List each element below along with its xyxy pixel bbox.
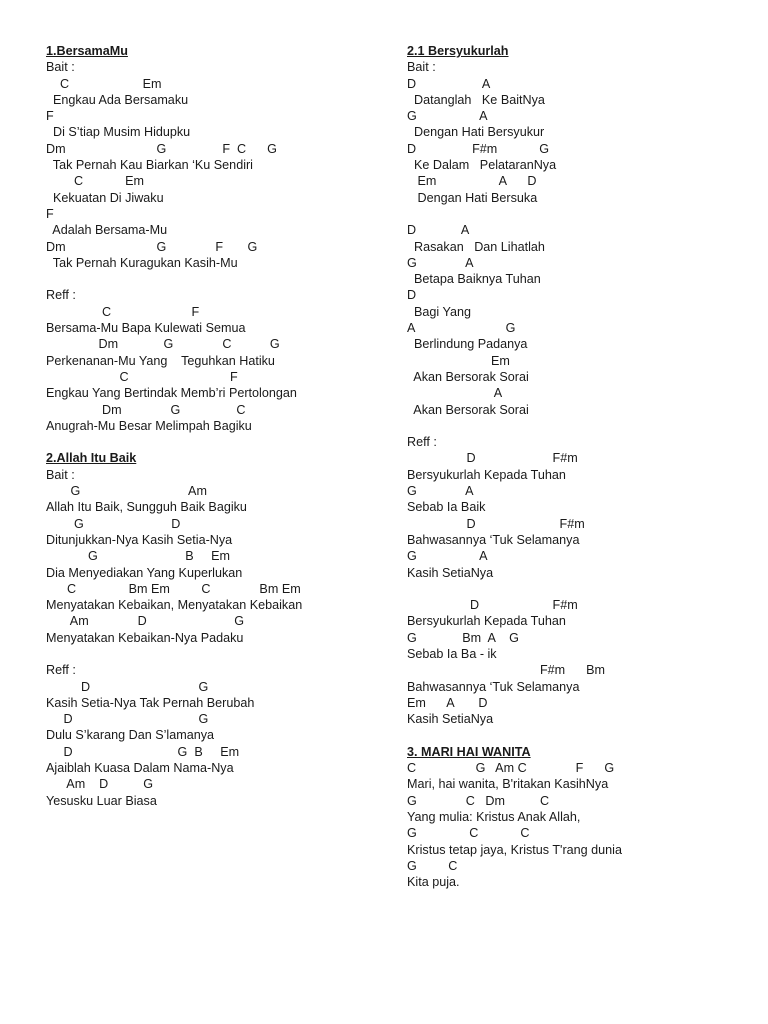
lyric-line: Dengan Hati Bersyukur: [407, 125, 545, 140]
lyric-line: Yang mulia: Kristus Anak Allah,: [407, 809, 581, 824]
chord-line: Am D G: [46, 614, 245, 629]
lyric-line: Tak Pernah Kuragukan Kasih-Mu: [46, 255, 238, 270]
lyric-line: Dengan Hati Bersuka: [407, 190, 538, 205]
chord-line: Em A D: [407, 695, 488, 710]
lyric-line: Ke Dalam PelataranNya: [407, 158, 557, 173]
lyric-line: Kristus tetap jaya, Kristus T'rang dunia: [407, 842, 622, 857]
lyric-line: Engkau Yang Bertindak Memb’ri Pertolongan: [46, 386, 297, 401]
lyric-line: Tak Pernah Kau Biarkan ‘Ku Sendiri: [46, 158, 253, 173]
lyric-line: Di S’tiap Musim Hidupku: [46, 125, 191, 140]
blank-line: [407, 727, 737, 743]
song-title: 1.BersamaMu: [46, 44, 128, 58]
chord-line: C G Am C F G: [407, 761, 615, 776]
song-title: 2.1 Bersyukurlah: [407, 44, 509, 58]
lyric-line: Ajaiblah Kuasa Dalam Nama-Nya: [46, 761, 234, 776]
left-column: [46, 43, 376, 809]
lyric-line: Bersyukurlah Kepada Tuhan: [407, 467, 566, 482]
lyric-line: Kasih Setia-Nya Tak Pernah Berubah: [46, 695, 255, 710]
chord-line: D A: [407, 223, 470, 238]
blank-line: [407, 206, 737, 222]
lyric-line: Menyatakan Kebaikan-Nya Padaku: [46, 630, 244, 645]
lyric-line: Bahwasannya ‘Tuk Selamanya: [407, 679, 580, 694]
lyric-line: Bahwasannya ‘Tuk Selamanya: [407, 532, 580, 547]
lyric-line: Ditunjukkan-Nya Kasih Setia-Nya: [46, 532, 233, 547]
chord-line: Dm G C G: [46, 337, 280, 352]
chord-line: Dm G F G: [46, 239, 258, 254]
chord-line: A G: [407, 321, 516, 336]
chord-line: D F#m: [407, 598, 578, 613]
chord-line: G C C: [407, 826, 530, 841]
lyric-line: Engkau Ada Bersamaku: [46, 92, 189, 107]
chord-line: D F#m: [407, 451, 578, 466]
chord-line: D G: [46, 679, 209, 694]
chord-line: G C Dm C: [407, 793, 550, 808]
chord-line: C F: [46, 369, 238, 384]
lyric-line: Datanglah Ke BaitNya: [407, 92, 545, 107]
chord-line: F: [46, 206, 54, 221]
section-label: Reff :: [407, 435, 437, 450]
lyric-line: Kasih SetiaNya: [407, 712, 494, 727]
lyric-line: Sebab Ia Ba - ik: [407, 646, 497, 661]
chord-line: D F#m G: [407, 141, 550, 156]
chord-line: Dm G F C G: [46, 141, 277, 156]
lyric-line: Betapa Baiknya Tuhan: [407, 272, 541, 287]
section-label: Reff :: [46, 663, 76, 678]
lyric-line: Allah Itu Baik, Sungguh Baik Bagiku: [46, 500, 247, 515]
lyric-line: Akan Bersorak Sorai: [407, 369, 529, 384]
blank-line: [46, 271, 376, 287]
lyric-line: Sebab Ia Baik: [407, 500, 486, 515]
lyric-line: Akan Bersorak Sorai: [407, 402, 529, 417]
lyric-line: Rasakan Dan Lihatlah: [407, 239, 545, 254]
lyric-line: Mari, hai wanita, B'ritakan KasihNya: [407, 777, 609, 792]
lyric-line: Bersyukurlah Kepada Tuhan: [407, 614, 566, 629]
chord-line: D A: [407, 76, 491, 91]
chord-line: Em: [407, 353, 510, 368]
lyric-line: Adalah Bersama-Mu: [46, 223, 168, 238]
chord-line: F#m Bm: [407, 663, 606, 678]
lyric-line: Kasih SetiaNya: [407, 565, 494, 580]
lyric-line: Bersama-Mu Bapa Kulewati Semua: [46, 321, 246, 336]
lyric-line: Kekuatan Di Jiwaku: [46, 190, 164, 205]
chord-line: G D: [46, 516, 181, 531]
chord-line: D G B Em: [46, 744, 240, 759]
section-label: Bait :: [46, 60, 75, 75]
section-label: Bait :: [407, 60, 436, 75]
chord-line: Em A D: [407, 174, 537, 189]
chord-line: A: [407, 386, 503, 401]
lyric-line: Kita puja.: [407, 875, 460, 890]
chord-line: C Em: [46, 76, 162, 91]
lyric-line: Dia Menyediakan Yang Kuperlukan: [46, 565, 243, 580]
song-title: 2.Allah Itu Baik: [46, 451, 137, 466]
blank-line: [46, 646, 376, 662]
lyric-line: Anugrah-Mu Besar Melimpah Bagiku: [46, 418, 252, 433]
chord-line: F: [46, 109, 54, 124]
chord-line: D G: [46, 712, 209, 727]
chord-line: G A: [407, 109, 488, 124]
chord-line: G A: [407, 484, 474, 499]
chord-line: G A: [407, 255, 474, 270]
lyric-line: Dulu S’karang Dan S’lamanya: [46, 728, 215, 743]
blank-line: [407, 581, 737, 597]
section-label: Bait :: [46, 467, 75, 482]
chord-line: G Bm A G: [407, 630, 519, 645]
chord-line: D: [407, 288, 417, 303]
blank-line: [407, 418, 737, 434]
lyric-line: Berlindung Padanya: [407, 337, 528, 352]
chord-line: G B Em: [46, 549, 231, 564]
chord-line: G A: [407, 549, 488, 564]
chord-line: C Em: [46, 174, 144, 189]
section-label: Reff :: [46, 288, 76, 303]
chord-line: G C: [407, 858, 458, 873]
chord-line: Am D G: [46, 777, 154, 792]
chord-line: C F: [46, 304, 200, 319]
lyric-line: Menyatakan Kebaikan, Menyatakan Kebaikan: [46, 598, 303, 613]
lyric-line: Bagi Yang: [407, 304, 471, 319]
song-title: 3. MARI HAI WANITA: [407, 744, 531, 759]
chord-line: G Am: [46, 484, 207, 499]
chord-line: D F#m: [407, 516, 585, 531]
lyric-line: Perkenanan-Mu Yang Teguhkan Hatiku: [46, 353, 275, 368]
chord-line: C Bm Em C Bm Em: [46, 581, 301, 596]
blank-line: [46, 434, 376, 450]
chord-line: Dm G C: [46, 402, 246, 417]
right-column: [407, 43, 737, 890]
lyric-line: Yesusku Luar Biasa: [46, 793, 157, 808]
